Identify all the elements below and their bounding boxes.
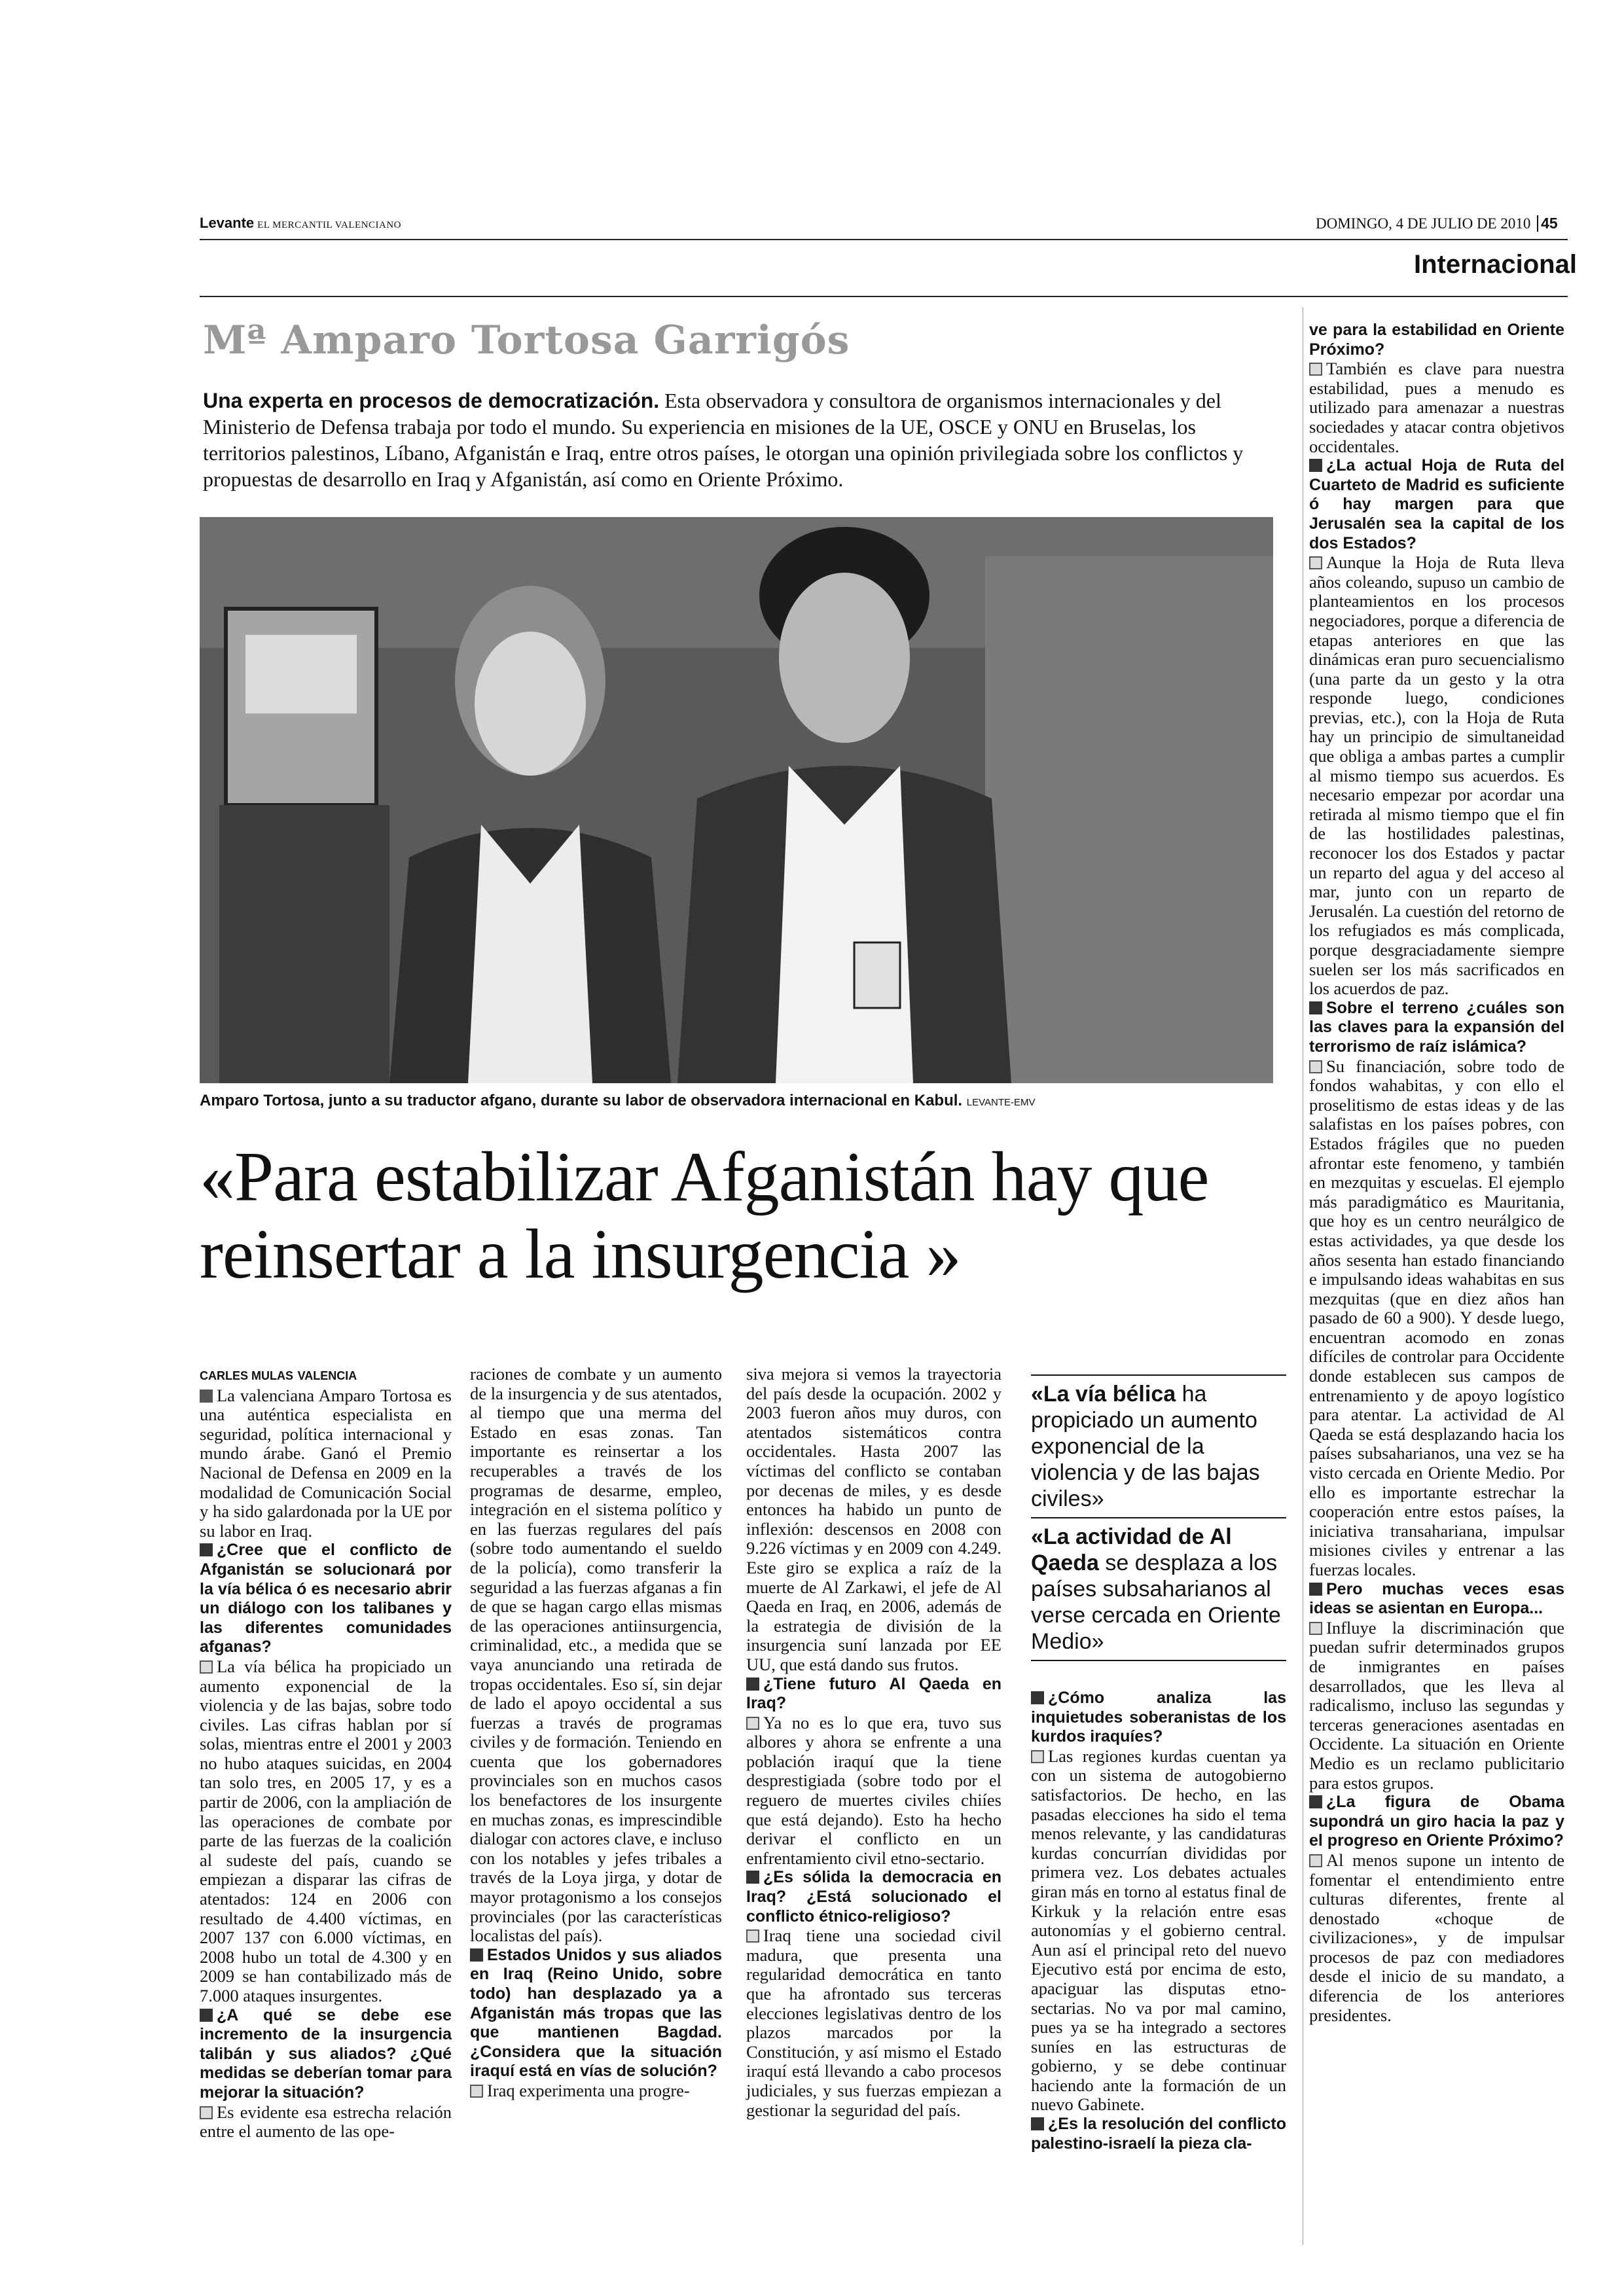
col3-a2: Iraq tiene una sociedad civil madura, que presenta una regularidad democrática en tanto que ha afrontado sus terceras elecciones legislativas dentro de los plazos marcados por la Constitución, y así mismo el Estado iraquí está llevando a cabo procesos judiciales, y sus fuerzas empiezan a gestionar la seguridad del país. — [746, 1926, 1001, 2120]
column-4 — [1031, 1689, 1286, 2153]
col1-a1: La vía bélica ha propiciado un aumento exponencial de la violencia y de las bajas, sobre todo civiles. Las cifras hablan por sí solas, mientras entre el 2001 y 2003 no hubo ataques suicidas, en 2004 tan solo tres, en 2005 17, y es a partir de 2006, con la ampliación de las operaciones de combate por parte de las fuerzas de la coalición al sudeste del país, cuando se empiezan a disparar las cifras de atentados: 124 en 2006 con resultado de 4.400 víctimas, en 2007 137 con 6.000 víctimas, en 2008 hubo un total de 4.300 y en 2009 se han contabilizado más de 7.000 ataques insurgentes. — [200, 1656, 452, 2005]
col5-q0: ve para la estabilidad en Oriente Próximo? — [1309, 321, 1564, 359]
brand-name: Levante — [200, 215, 255, 231]
question-marker-icon — [1031, 2117, 1044, 2130]
answer-marker-icon — [470, 2085, 483, 2098]
masthead — [200, 215, 401, 232]
answer-marker-icon — [200, 1660, 213, 1674]
col2-p1: raciones de combate y un aumento de la insurgencia y de sus atentados, al tiempo que una merma del Estado en esas zonas. Tan importante es reinsertar a los recuperables a través de los programas de desarme, empleo, integración en el sistema político y en las fuerzas regulares del país (sobre todo aumentando el sueldo de la policía), como transferir la seguridad a las fuerzas afganas a fin de que se hagan cargo ellas mismas de las operaciones antiinsurgencia, criminalidad, etc., a medida que se vaya anunciando una retirada de tropas occidentales. Eso sí, sin dejar de lado el apoyo occidental a sus fuerzas a través de programas civiles y de formación. Teniendo en cuenta que los gobernadores provinciales son en muchos casos los benefactores de los insurgente en muchas zonas, es imprescindible dialogar con actores clave, e incluso con los notables y jefes tribales a través de la Loya jirga, y dotar de mayor protagonismo a los consejos provinciales (por las características localistas del país). — [470, 1364, 722, 1946]
byline-city: VALENCIA — [297, 1369, 357, 1382]
brand-subtitle: EL MERCANTIL VALENCIANO — [257, 220, 401, 230]
col5-a3: Influye la discriminación que puedan sufrir determinados grupos de inmigrantes en países desarrollados, que les lleva al radicalismo, incluso las segundas y terceras generaciones asentadas en Occidente. La situación en Oriente Medio es un reclamo publicitario para estos grupos. — [1309, 1617, 1564, 1793]
pull-quotes — [1031, 1374, 1286, 1661]
question-marker-icon — [746, 1677, 759, 1691]
answer-marker-icon — [746, 1929, 759, 1943]
col1-q2: ¿A qué se debe ese incremento de la insurgencia talibán y sus aliados? ¿Qué medidas se deberían tomar para mejorar la situación? — [200, 2005, 452, 2102]
col3-q1: ¿Tiene futuro Al Qaeda en Iraq? — [746, 1674, 1001, 1713]
question-marker-icon — [1309, 1001, 1322, 1014]
col5-a4: Al menos supone un intento de fomentar el entendimiento entre culturas diferentes, frente al denostado «choque de civilizaciones», y de impulsar procesos de paz con mediadores desde el inicio de su mandato, a diferencia de los anteriores presidentes. — [1309, 1850, 1564, 2025]
col5-a1: Aunque la Hoja de Ruta lleva años coleando, supuso un cambio de planteamientos en los procesos negociadores, porque a diferencia de etapas anteriores en que las dinámicas eran puro secuencialismo (una parte da un gesto y la otra responde luego, condiciones previas, etc.), con la Hoja de Ruta hay un principio de simultaneidad que obliga a ambas partes a cumplir al mismo tiempo sus acuerdos. Es necesario empezar por acordar una retirada al mismo tiempo que el fin de las hostilidades palestinas, reconocer los dos Estados y pactar un reparto del agua y del acceso al mar, junto con un reparto de Jerusalén. La cuestión del retorno de los refugiados es más complicada, porque desgraciadamente siempre suelen ser los más sacrificados en los acuerdos de paz. — [1309, 552, 1564, 999]
byline: CARLES MULAS — [200, 1369, 293, 1382]
answer-marker-icon — [746, 1717, 759, 1730]
square-bullet-icon — [200, 1390, 213, 1403]
caption-text: Amparo Tortosa, junto a su traductor afgano, durante su labor de observadora internacional en Kabul. — [200, 1092, 963, 1109]
intro-lead: Una experta en procesos de democratización. — [203, 389, 660, 412]
answer-marker-icon — [1309, 1060, 1322, 1073]
col5-a2: Su financiación, sobre todo de fondos wahabitas, y con ello el proselitismo de estas ideas y de las salafistas en los países pobres, con Estados frágiles que no pueden afrontar este fenomeno, y también en mezquitas y escuelas. El ejemplo más paradigmático es Mauritania, que hoy es un centro neurálgico de estas actividades, ya que desde los años sesenta han estado financiando e impulsando ideas wahabitas en sus mezquitas (que en diez años han pasado de 60 a 900). Y desde luego, encuentran acomodo en zonas difíciles de controlar para Occidente donde establecen sus campos de entrenamiento y de apoyo logístico para atentar. La actividad de Al Qaeda se está desplazando hacia los países subsaharianos, una vez se ha visto cercada en Oriente Medio. Por ello es importante estrechar la cooperación entre estos países, la iniciativa transahariana, impulsar misiones civiles y entrenar a las fuerzas locales. — [1309, 1056, 1564, 1579]
photo-caption — [200, 1092, 1273, 1110]
col5-q2: Sobre el terreno ¿cuáles son las claves para la expansión del terrorismo de raíz islámica? — [1309, 998, 1564, 1056]
col3-a1: Ya no es lo que era, tuvo sus albores y ahora se enfrente a una población iraquí que la tiene desprestigiada (sobre todo por el reguero de muertes civiles chiíes que está dejando). Esto ha hecho derivar el conflicto en un enfrentamiento civil etno-sectario. — [746, 1712, 1001, 1868]
col2-a1: Iraq experimenta una progre- — [487, 2080, 690, 2100]
col4-q1: ¿Cómo analiza las inquietudes soberanistas de los kurdos iraquíes? — [1031, 1689, 1286, 1746]
headline: «Para estabilizar Afganistán hay que reinsertar a la insurgencia » — [200, 1138, 1209, 1293]
column-1 — [200, 1365, 452, 2142]
column-2 — [470, 1365, 722, 2101]
col1-a2: Es evidente esa estrecha relación entre el aumento de las ope- — [200, 2102, 452, 2142]
section-title: Internacional — [1414, 250, 1577, 279]
col4-a1: Las regiones kurdas cuentan ya con un sistema de autogobierno satisfactorios. De hecho, en las pasadas elecciones ha sido el tema menos relevante, y las candidaturas kurdas concurrían divididas por primera vez. Los debates actuales giran más en torno al estatus final de Kirkuk y la relación entre esas autonomías y el gobierno central. Aun así el principal reto del nuevo Ejecutivo está por encima de esto, apaciguar las disputas etno-sectarias. No va por mal camino, pues ya se ha integrado a sectores suníes en las estructuras de gobierno, y se debe continuar haciendo ante la formación de un nuevo Gabinete. — [1031, 1746, 1286, 2115]
answer-marker-icon — [1309, 1622, 1322, 1635]
article-photo — [200, 517, 1273, 1083]
column-3 — [746, 1365, 1001, 2120]
pull-quote-1 — [1031, 1374, 1286, 1518]
answer-marker-icon — [1031, 1750, 1044, 1763]
question-marker-icon — [200, 2009, 213, 2022]
photo-illustration — [200, 517, 1273, 1083]
date-page — [1316, 215, 1558, 232]
answer-marker-icon — [1309, 556, 1322, 569]
col1-q1: ¿Cree que el conflicto de Afganistán se solucionará por la vía bélica ó es necesario abrir un diálogo con los talibanes y las diferentes comunidades afganas? — [200, 1541, 452, 1657]
answer-marker-icon — [1309, 363, 1322, 376]
question-marker-icon — [746, 1871, 759, 1884]
pull-quote-1-lead: «La vía bélica — [1031, 1382, 1176, 1407]
answer-marker-icon — [1309, 1854, 1322, 1867]
caption-credit: LEVANTE-EMV — [966, 1097, 1036, 1108]
header-rule — [200, 239, 1568, 240]
col5-q3: Pero muchas veces esas ideas se asientan en Europa... — [1309, 1579, 1564, 1618]
col3-p1: siva mejora si vemos la trayectoria del país desde la ocupación. 2002 y 2003 fueron años muy duros, con atentados sistemáticos contra occidentales. Hasta 2007 las víctimas del conflicto se contaban por decenas de miles, y es desde entonces ha habido un punto de inflexión: descensos en 2008 con 9.226 víctimas y en 2009 con 4.249. Este giro se explica a raíz de la muerte de Al Zarkawi, el jefe de Al Qaeda en Iraq, en 2006, además de la estrategia de división de la insurgencia suní lanzada por EE UU, que está dando sus frutos. — [746, 1364, 1001, 1674]
pull-quote-2-text: se desplaza a los países subsaharianos al verse cercada en Oriente Medio» — [1031, 1551, 1281, 1654]
question-marker-icon — [1031, 1691, 1044, 1704]
issue-date: DOMINGO, 4 DE JULIO DE 2010 — [1316, 215, 1531, 232]
pull-quote-1-text: ha propiciado un aumento exponencial de la violencia y de las bajas civiles» — [1031, 1382, 1260, 1511]
question-marker-icon — [1309, 1583, 1322, 1596]
col1-p1: La valenciana Amparo Tortosa es una auténtica especialista en seguridad, política internacional y mundo árabe. Ganó el Premio Nacional de Defensa en 2009 en la modalidad de Comunicación Social y ha sido galardonada por la UE por su labor en Iraq. — [200, 1385, 452, 1541]
section-rule — [200, 296, 1568, 297]
question-marker-icon — [1309, 1795, 1322, 1808]
question-marker-icon — [200, 1543, 213, 1556]
col5-q1: ¿La actual Hoja de Ruta del Cuarteto de Madrid es suficiente ó hay margen para que Jerusalén sea la capital de los dos Estados? — [1309, 456, 1564, 552]
intro-paragraph — [203, 387, 1283, 492]
question-marker-icon — [470, 1948, 483, 1962]
col5-q4: ¿La figura de Obama supondrá un giro hacia la paz y el progreso en Oriente Próximo? — [1309, 1793, 1564, 1850]
intro-body: Esta observadora y consultora de organismos internacionales y del Ministerio de Defensa trabaja por todo el mundo. Su experiencia en misiones de la UE, OSCE y ONU en Bruselas, los territorios palestinos, Líbano, Afganistán e Iraq, entre otros países, le otorgan una opinión privilegiada sobre los conflictos y propuestas de desarrollo en Iraq y Afganistán, así como en Oriente Próximo. — [203, 389, 1244, 491]
answer-marker-icon — [200, 2106, 213, 2119]
question-marker-icon — [1309, 459, 1322, 472]
page-number: 45 — [1541, 215, 1558, 232]
column-5 — [1309, 321, 1564, 2025]
col5-a0: También es clave para nuestra estabilidad, pues a menudo es utilizado para amenazar a nuestras sociedades y atacar contra objetivos occidentales. — [1309, 359, 1564, 456]
interviewee-name: Mª Amparo Tortosa Garrigós — [203, 317, 850, 363]
pull-quote-2 — [1031, 1518, 1286, 1661]
col4-q2: ¿Es la resolución del conflicto palestino-israelí la pieza cla- — [1031, 2115, 1286, 2153]
pull-quote-2-lead: «La actividad de Al Qaeda — [1031, 1524, 1232, 1575]
col3-q2: ¿Es sólida la democracia en Iraq? ¿Está solucionado el conflicto étnico-religioso? — [746, 1868, 1001, 1926]
col2-q1: Estados Unidos y sus aliados en Iraq (Reino Unido, sobre todo) han desplazado ya a Afganistán más tropas que las que mantienen Bagdad. ¿Considera que la situación iraquí está en vías de solución? — [470, 1945, 722, 2081]
